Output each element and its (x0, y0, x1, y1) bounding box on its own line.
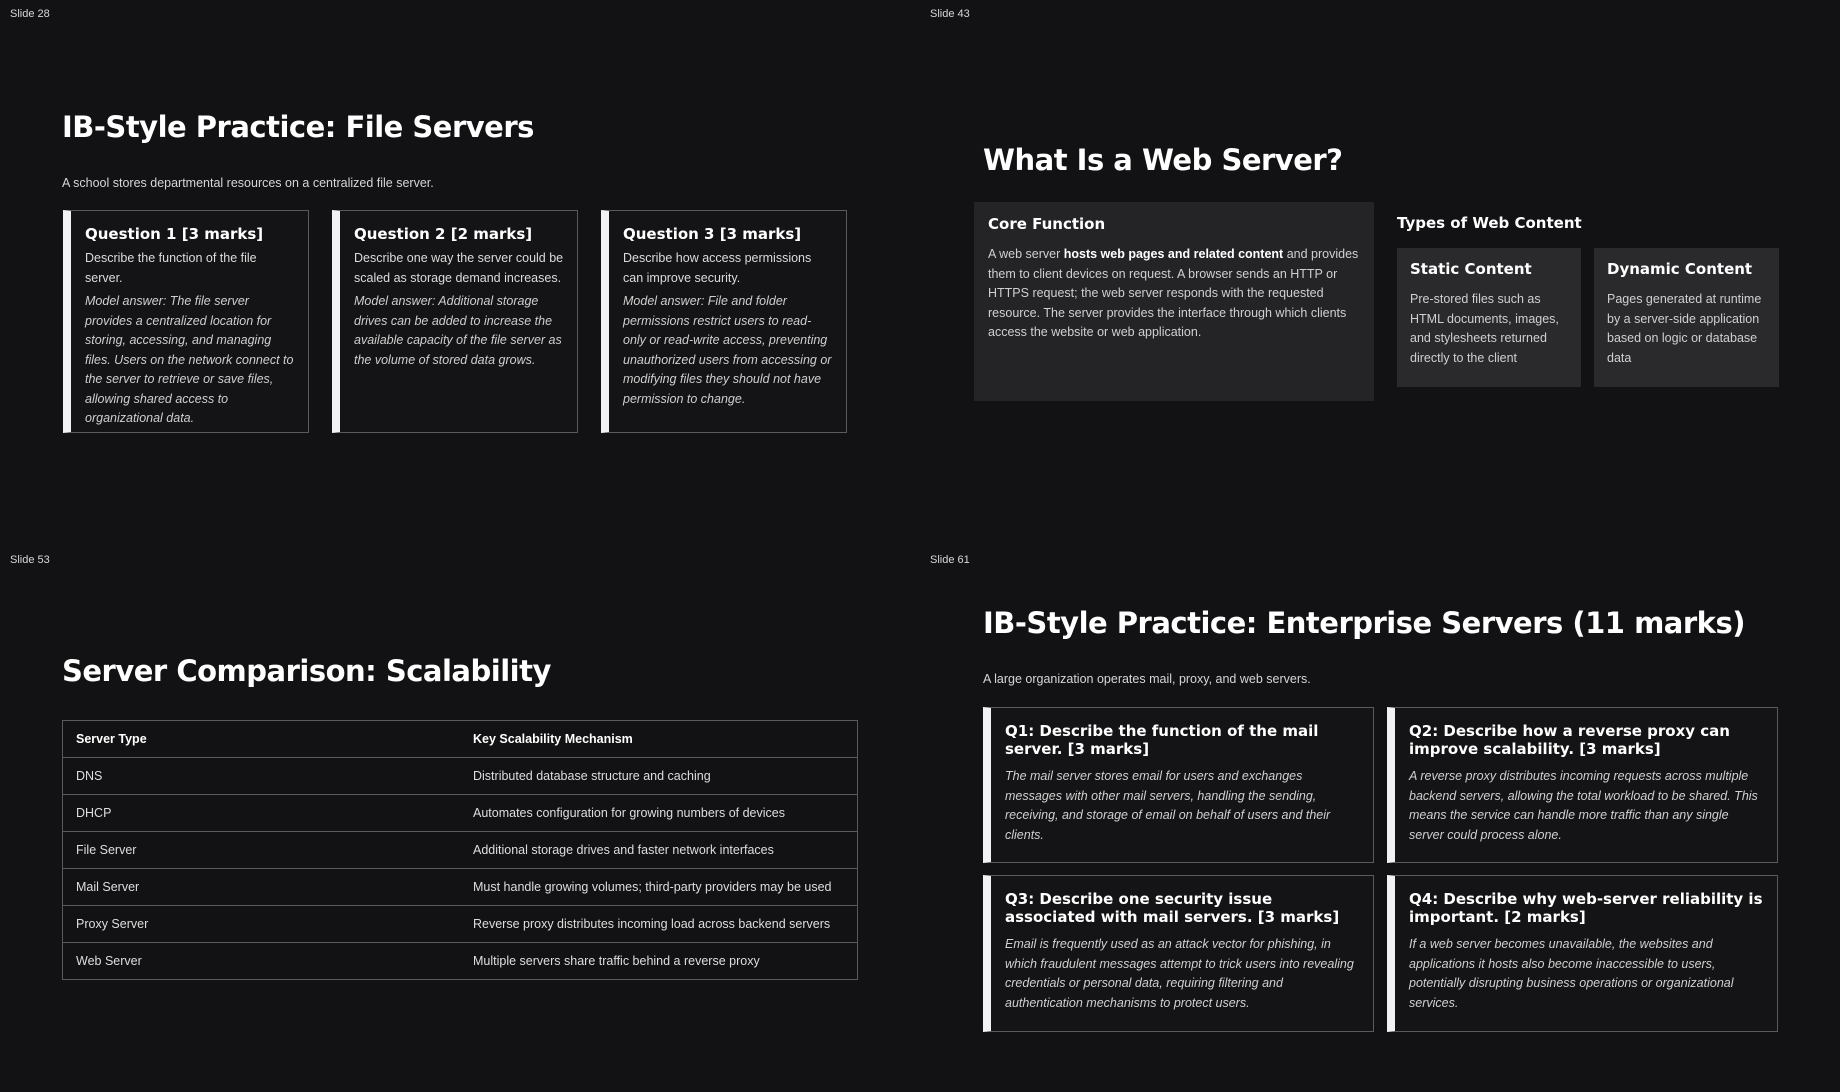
card-heading: Dynamic Content (1607, 260, 1753, 278)
server-type-cell: File Server (63, 832, 461, 869)
question-heading: Q3: Describe one security issue associated with mail servers. [3 marks] (1005, 890, 1340, 926)
question-heading: Question 3 [3 marks] (623, 225, 802, 243)
static-content-card (1397, 248, 1581, 387)
slide-label: Slide 61 (930, 554, 970, 566)
table-row (63, 906, 858, 943)
mechanism-cell: Multiple servers share traffic behind a reverse proxy (460, 943, 858, 980)
question-prompt: Describe how access permissions can improve security. (623, 251, 812, 285)
model-answer: If a web server becomes unavailable, the websites and applications it hosts also become inaccessible to users, potentially disrupting business operations or organizational services. (1409, 937, 1734, 1010)
column-header: Key Scalability Mechanism (460, 721, 858, 758)
table-row (63, 832, 858, 869)
panel-text: A web server hosts web pages and related content and provides them to client devices on request. A browser sends an HTTP or HTTPS request; the web server responds with the requested resource. The server provides the interface through which clients access the website or web application. (988, 247, 1359, 339)
mechanism-cell: Automates configuration for growing numbers of devices (460, 795, 858, 832)
scalability-table (62, 720, 858, 980)
slide-subtitle: A school stores departmental resources on a centralized file server. (62, 176, 434, 190)
slide-label: Slide 43 (930, 8, 970, 20)
model-answer: A reverse proxy distributes incoming requests across multiple backend servers, allowing the total workload to be shared. This means the service can handle more traffic than any single server could process alone. (1409, 769, 1758, 842)
server-type-cell: Mail Server (63, 869, 461, 906)
slide-subtitle: A large organization operates mail, proxy, and web servers. (983, 672, 1311, 686)
column-header: Server Type (63, 721, 461, 758)
model-answer: Email is frequently used as an attack vector for phishing, in which fraudulent messages attempt to trick users into revealing credentials or personal data, requiring filtering and authentication mechanisms to protect users. (1005, 937, 1354, 1010)
table-row (63, 869, 858, 906)
question-prompt: Describe one way the server could be scaled as storage demand increases. (354, 251, 564, 285)
model-answer: Model answer: Additional storage drives can be added to increase the available capacity of the file server as the volume of stored data grows. (354, 294, 562, 367)
table-row (63, 758, 858, 795)
mechanism-cell: Reverse proxy distributes incoming load across backend servers (460, 906, 858, 943)
mechanism-cell: Distributed database structure and caching (460, 758, 858, 795)
table-row (63, 795, 858, 832)
question-card (1387, 875, 1778, 1032)
question-heading: Question 1 [3 marks] (85, 225, 264, 243)
server-type-cell: DNS (63, 758, 461, 795)
question-card (983, 875, 1374, 1032)
slide-title: IB-Style Practice: File Servers (62, 110, 534, 144)
question-card (983, 707, 1374, 863)
server-type-cell: Web Server (63, 943, 461, 980)
question-card (1387, 707, 1778, 863)
slide-28 (0, 0, 920, 546)
card-text: Pre-stored files such as HTML documents, images, and stylesheets returned directly to the client (1410, 292, 1559, 365)
card-text: Pages generated at runtime by a server-side application based on logic or database data (1607, 292, 1762, 365)
table-header-row (63, 721, 858, 758)
core-function-panel (974, 202, 1374, 401)
slide-title: Server Comparison: Scalability (62, 654, 551, 688)
question-card (332, 210, 578, 433)
slide-label: Slide 28 (10, 8, 50, 20)
model-answer: The mail server stores email for users and exchanges messages with other mail servers, handling the sending, receiving, and storage of email on behalf of users and their clients. (1005, 769, 1331, 842)
slide-61 (920, 546, 1840, 1092)
question-heading: Q2: Describe how a reverse proxy can improve scalability. [3 marks] (1409, 722, 1730, 758)
model-answer: Model answer: The file server provides a centralized location for storing, accessing, and managing files. Users on the network connect to the server to retrieve or save files, allowing shared access to organizational data. (85, 294, 294, 425)
card-heading: Static Content (1410, 260, 1532, 278)
mechanism-cell: Additional storage drives and faster network interfaces (460, 832, 858, 869)
server-type-cell: DHCP (63, 795, 461, 832)
question-prompt: Describe the function of the file server. (85, 251, 257, 285)
slide-title: IB-Style Practice: Enterprise Servers (11 marks) (983, 606, 1745, 640)
model-answer: Model answer: File and folder permissions restrict users to read-only or read-write access, preventing unauthorized users from accessing or modifying files they should not have permission to change. (623, 294, 832, 406)
question-heading: Q1: Describe the function of the mail server. [3 marks] (1005, 722, 1319, 758)
slide-title: What Is a Web Server? (983, 143, 1343, 177)
types-heading: Types of Web Content (1397, 214, 1582, 232)
mechanism-cell: Must handle growing volumes; third-party providers may be used (460, 869, 858, 906)
question-card (63, 210, 309, 433)
server-type-cell: Proxy Server (63, 906, 461, 943)
question-heading: Q4: Describe why web-server reliability is important. [2 marks] (1409, 890, 1763, 926)
panel-heading: Core Function (988, 215, 1106, 233)
question-heading: Question 2 [2 marks] (354, 225, 533, 243)
dynamic-content-card (1594, 248, 1779, 387)
table-row (63, 943, 858, 980)
slide-43 (920, 0, 1840, 546)
slide-label: Slide 53 (10, 554, 50, 566)
question-card (601, 210, 847, 433)
